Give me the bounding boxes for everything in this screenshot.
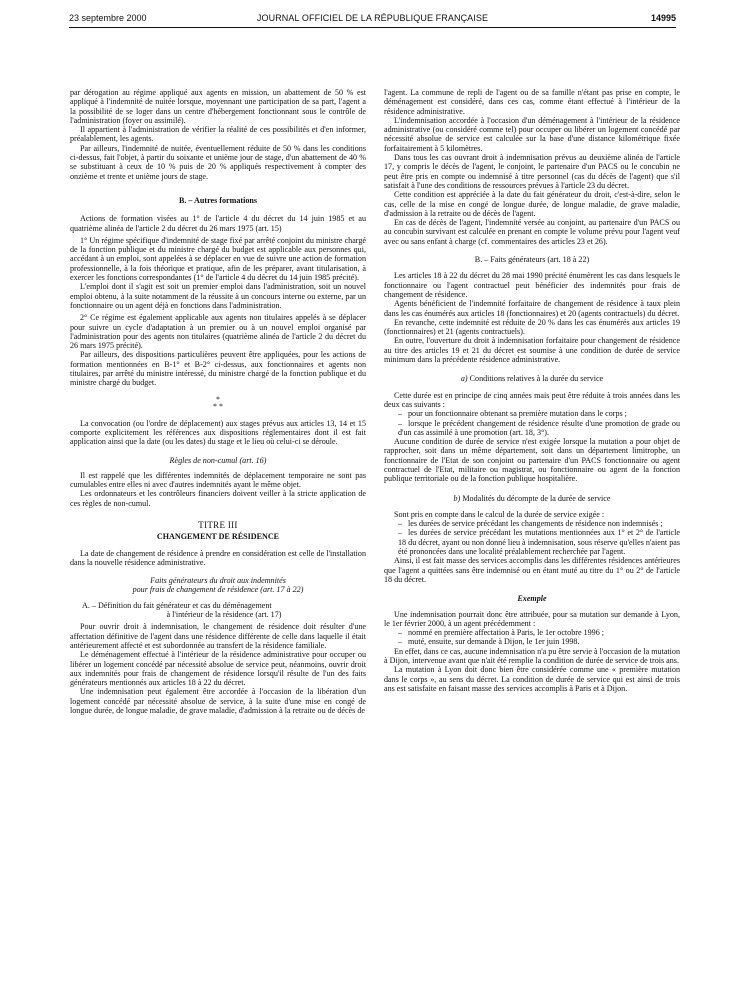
titre-subheading: CHANGEMENT DE RÉSIDENCE — [156, 532, 280, 542]
list-item: – les durées de service précédant les mutations mentionnées aux 1° et 2° de l'article 18 du décret, ayant ou non donné lieu à indemnisation, sous réserve qu'elles n'aient pas été prononcées dans une localité préalablement recherchée par l'agent. — [384, 528, 680, 556]
left-column — [70, 88, 366, 715]
paragraph: En revanche, cette indemnité est réduite de 20 % dans les cas énumérés aux articles 19 (fonctionnaires) et 21 (agents contractuels). — [384, 317, 680, 337]
paragraph: Aucune condition de durée de service n'est exigée lorsque la mutation a pour objet de rapprocher, soit dans un même département, soit dans un département limitrophe, un fonctionnaire de l'Etat de son conjoint ou partenaire d'un PACS fonctionnaire ou agent contractuel de l'Etat, militaire ou magistrat, ou fonctionnaire ou agent de la fonction publique territoriale ou de la fonction publique hospitalière. — [384, 437, 680, 484]
paragraph: 2° Ce régime est également applicable aux agents non titulaires appelés à se déplacer pour suivre un cycle d'adaptation à un premier ou à un nouvel emploi organisé par l'administration pour des agents non titulaires (quatrième alinéa de l'article 2 du décret du 26 mars 1975 précité). — [70, 313, 366, 351]
section-heading-b: B. – Autres formations — [178, 195, 258, 205]
header-journal-title: JOURNAL OFFICIEL DE LA RÉPUBLIQUE FRANÇAISE — [256, 13, 489, 23]
header-page-number: 14995 — [650, 13, 676, 23]
paragraph: La convocation (ou l'ordre de déplacement) aux stages prévus aux articles 13, 14 et 15 comporte explicitement les références aux dispositions réglementaires dont il est fait application ainsi que la date (ou les dates) du stage et le lieu où celui-ci se déroule. — [70, 418, 366, 447]
section-heading-b-faits: B. – Faits générateurs (art. 18 à 22) — [474, 255, 590, 265]
list-item: – muté, ensuite, sur demande à Dijon, le 1er juin 1998. — [384, 637, 680, 646]
list-item: – les durées de service précédant les changements de résidence non indemnisés ; — [384, 519, 680, 528]
heading-a — [70, 601, 366, 620]
paragraph: Une indemnisation peut également être accordée à l'occasion de la libération d'un logement concédé par nécessité absolue de service, à la suite d'une mise en congé de longue durée, de longue maladie, de grave maladie, d'admission à la retraite ou de décès de — [70, 687, 366, 716]
heading-line: Faits générateurs du droit aux indemnités — [150, 576, 286, 586]
paragraph: Sont pris en compte dans le calcul de la durée de service exigée : — [394, 509, 605, 519]
paragraph: L'indemnisation accordée à l'occasion d'un déménagement à l'intérieur de la résidence administrative (ou considéré comme tel) pour occuper ou libérer un logement concédé par nécessité absolue de service est calculée sur la base d'une distance kilométrique fixée forfaitairement à 5 kilomètres. — [384, 115, 680, 153]
paragraph: Une indemnisation pourrait donc être attribuée, pour sa mutation sur demande à Lyon, le 1er février 2000, à un agent précédemment : — [384, 609, 680, 628]
paragraph: L'emploi dont il s'agit est soit un premier emploi dans l'administration, soit un nouvel emploi obtenu, à la suite notamment de la réussite à un concours interne ou externe, par un fonctionnaire ou un agent déjà en fonctions dans l'administration. — [70, 282, 366, 310]
heading-text: Conditions relatives à la durée du service — [469, 374, 604, 384]
heading-exemple: Exemple — [517, 594, 547, 604]
header-rule — [69, 27, 676, 28]
paragraph: Ainsi, il est fait masse des services accomplis dans les différentes résidences antérieures que l'agent a quittées sans être indemnisé ou en étant muté au titre du 1° ou 2° de l'article 18 du décret. — [384, 556, 680, 584]
right-column — [384, 88, 680, 693]
paragraph: Il appartient à l'administration de vérifier la réalité de ces possibilités et d'en informer, préalablement, les agents. — [70, 125, 366, 144]
heading-label: a) — [460, 374, 468, 384]
paragraph: 1° Un régime spécifique d'indemnité de stage fixé par arrêté conjoint du ministre chargé de la fonction publique et du ministre chargé du budget est applicable aux personnes qui, accédant à un emploi, sont appelées à se déplacer en vue de suivre une action de formation professionnelle, à la fois théorique et pratique, afin de les préparer, avant titularisation, à exercer les fonctions correspondantes (1° de l'article 4 du décret du 14 juin 1985 précité). — [70, 235, 366, 283]
heading-faits-generateurs — [70, 576, 366, 595]
paragraph: Dans tous les cas ouvrant droit à indemnisation prévus au deuxième alinéa de l'article 17, y compris le décès de l'agent, le conjoint, le partenaire d'un PACS ou le concubin ne peut être pris en compte ou indemnisé à titre personnel (cas du décès de l'agent) que s'il satisfait à l'une des conditions de ressources prévues à l'article 23 du décret. — [384, 153, 680, 190]
paragraph: Par ailleurs, l'indemnité de nuitée, éventuellement réduite de 50 % dans les conditions ci-dessus, fait l'objet, à partir du soixante et unième jour de stage, d'un abattement de 40 % se substituant à ceux de 10 % puis de 20 % appliqués respectivement à compter des onzième et trente et unième jours de stage. — [70, 143, 366, 181]
paragraph: par dérogation au régime appliqué aux agents en mission, un abattement de 50 % est appliqué à l'indemnité de nuitée lorsque, moyennant une participation de sa part, l'agent a la possibilité de se loger dans un centre d'hébergement fonctionnant sous le contrôle de l'administration (foyer ou assimilé). — [70, 88, 366, 125]
list-item: – pour un fonctionnaire obtenant sa première mutation dans le corps ; — [384, 409, 680, 418]
list-item: – lorsque le précédent changement de résidence résulte d'une promotion de grade ou d'un cas assimilé à une promotion (art. 18, 3°). — [384, 419, 680, 438]
paragraph: Cette condition est appréciée à la date du fait générateur du droit, c'est-à-dire, selon le cas, celle de la mise en congé de longue durée, de longue maladie, de grave maladie, d'admission à la retraite ou de décès de l'agent. — [384, 190, 680, 218]
paragraph: Pour ouvrir droit à indemnisation, le changement de résidence doit résulter d'une affectation définitive de l'agent dans une résidence différente de celle dans laquelle il était antérieurement affecté et est subordonnée au transfert de la résidence familiale. — [70, 622, 366, 650]
paragraph: Le déménagement effectué à l'intérieur de la résidence administrative pour occuper ou libérer un logement concédé par nécessité absolue de service peut, néanmoins, ouvrir droit aux indemnités pour frais de changement de résidence lorsqu'il résulte de l'un des faits générateurs mentionnés aux articles 18 à 22 du décret. — [70, 650, 366, 688]
paragraph: La mutation à Lyon doit donc bien être considérée comme une « première mutation dans le corps », au sens du décret. La condition de durée de service qui est ainsi de trois ans est satisfaite en faisant masse des services accomplis à Paris et à Dijon. — [384, 665, 680, 693]
heading-conditions-duree — [384, 374, 680, 383]
heading-non-cumul: Règles de non-cumul (art. 16) — [169, 455, 267, 465]
paragraph: Il est rappelé que les différentes indemnités de déplacement temporaire ne sont pas cumulables entre elles ni avec d'autres indemnités ayant le même objet. — [70, 470, 366, 490]
list-item: – nommé en première affectation à Paris, le 1er octobre 1996 ; — [384, 628, 680, 637]
separator-star-top: * — [216, 394, 220, 404]
paragraph: Les articles 18 à 22 du décret du 28 mai 1990 précité énumèrent les cas dans lesquels le fonctionnaire ou l'agent contractuel peut bénéficier des indemnités pour frais de changement de résidence. — [384, 271, 680, 299]
section-separator — [70, 396, 366, 410]
paragraph: Agents bénéficient de l'indemnité forfaitaire de changement de résidence à taux plein dans les cas énumérés aux articles 18 (fonctionnaires) et 20 (agents contractuels) du décret. — [384, 299, 680, 318]
heading-line: à l'intérieur de la résidence (art. 17) — [166, 610, 282, 620]
header-date: 23 septembre 2000 — [69, 13, 147, 23]
heading-modalites-decompte — [384, 494, 680, 503]
titre-heading: TITRE III — [198, 519, 238, 530]
paragraph: Par ailleurs, des dispositions particulières peuvent être appliquées, pour les actions de formation mentionnées en B-1° et B-2° ci-dessus, aux fonctionnaires et agents non titulaires, par arrêté du ministre intéressé, du ministre chargé de la fonction publique et du ministre chargé du budget. — [70, 350, 366, 388]
paragraph: En outre, l'ouverture du droit à indemnisation forfaitaire pour changement de résidence au titre des articles 19 et 21 du décret est soumise à une condition de durée de service minimum dans la précédente résidence administrative. — [384, 336, 680, 365]
paragraph: Cette durée est en principe de cinq années mais peut être réduite à trois années dans les deux cas suivants : — [384, 390, 680, 409]
heading-line: A. – Définition du fait générateur et cas du déménagement — [82, 600, 272, 610]
heading-label: b) — [453, 493, 461, 503]
heading-text: Modalités du décompte de la durée de service — [462, 493, 611, 503]
paragraph: En cas de décès de l'agent, l'indemnité versée au conjoint, au partenaire d'un PACS ou au concubin survivant est calculée en prenant en compte le volume prévu pour l'agent veuf avec ou sans enfant à charge (cf. commentaires des articles 23 et 26). — [384, 218, 680, 246]
heading-line: pour frais de changement de résidence (art. 17 à 22) — [132, 585, 304, 595]
paragraph: La date de changement de résidence à prendre en considération est celle de l'installation dans la nouvelle résidence administrative. — [70, 548, 366, 567]
separator-stars-bottom: * * — [213, 401, 223, 411]
paragraph: l'agent. La commune de repli de l'agent ou de sa famille n'étant pas prise en compte, le déménagement est considéré, dans ces cas, comme étant effectué à l'intérieur de la résidence administrative. — [384, 88, 680, 116]
paragraph: Actions de formation visées au 1° de l'article 4 du décret du 14 juin 1985 et au quatrième alinéa de l'article 2 du décret du 26 mars 1975 (art. 15) — [70, 214, 366, 233]
page-header — [69, 11, 676, 27]
paragraph: En effet, dans ce cas, aucune indemnisation n'a pu être servie à l'occasion de la mutation à Dijon, intervenue avant que n'ait été remplie la condition de durée de service de trois ans. — [384, 646, 680, 666]
paragraph: Les ordonnateurs et les contrôleurs financiers doivent veiller à la stricte application de ces règles de non-cumul. — [70, 489, 366, 508]
